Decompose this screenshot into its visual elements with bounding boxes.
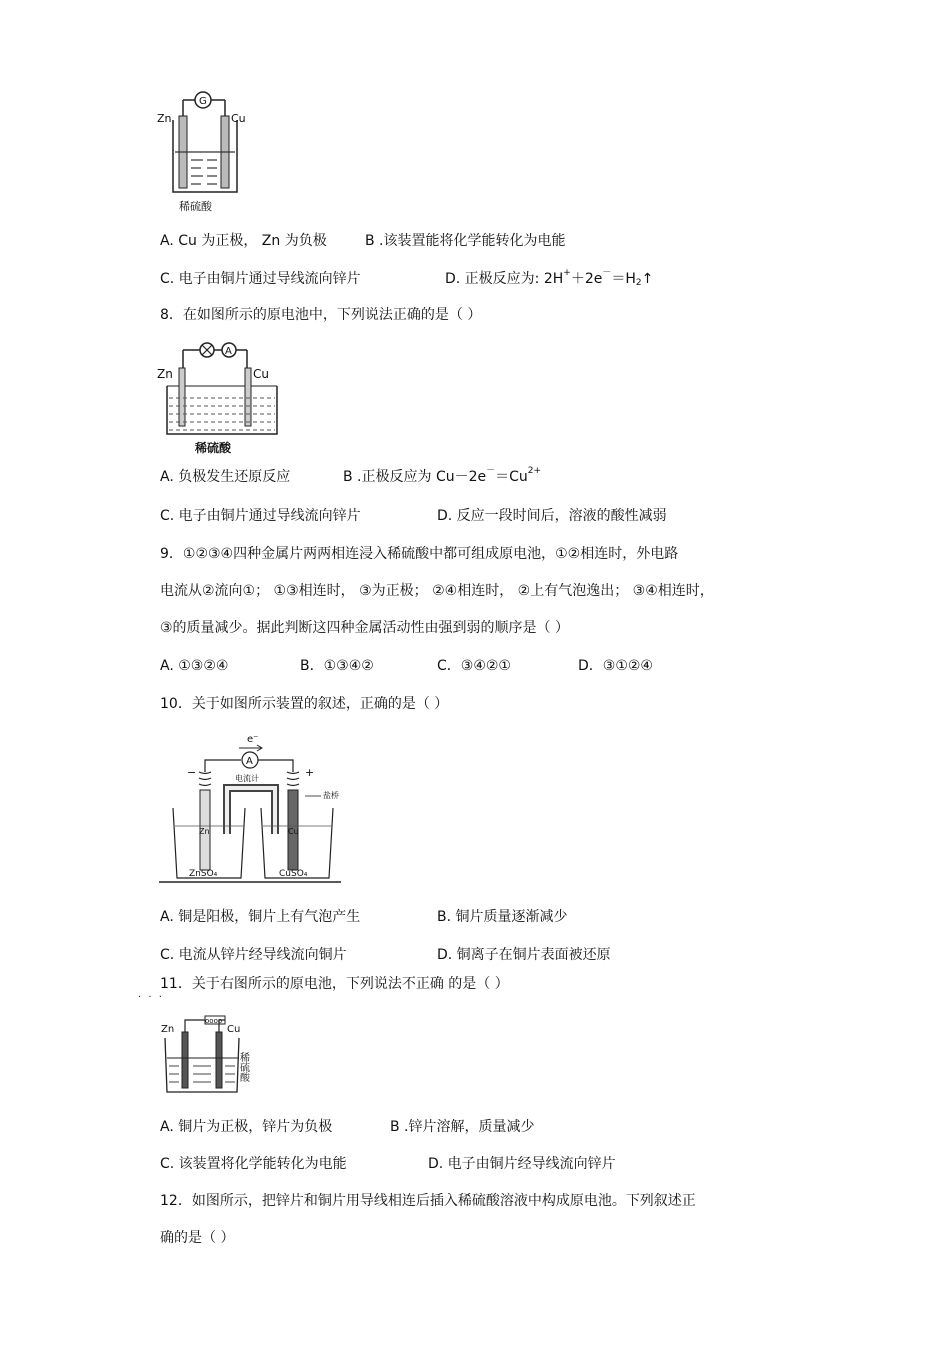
q9-option-c: C．③④②① — [437, 658, 511, 674]
q10-option-b: B. 铜片质量逐渐减少 — [437, 909, 568, 925]
zinc-label: Zn — [157, 112, 172, 125]
q7-d-mid: ＋2e — [570, 271, 603, 287]
right-solution-label: CuSO₄ — [279, 869, 308, 879]
salt-bridge-cell-figure — [155, 730, 355, 890]
zinc-electrode-label: Zn — [199, 827, 210, 836]
electron-label: e⁻ — [247, 734, 259, 745]
q7-d-end: ＝H — [611, 271, 636, 287]
q9-stem-line-2: 电流从②流向①； ①③相连时， ③为正极； ②④相连时， ②上有气泡逸出； ③④相连时， — [160, 583, 714, 599]
q12-stem-line-1: 12．如图所示，把锌片和铜片用导线相连后插入稀硫酸溶液中构成原电池。下列叙述正 — [160, 1193, 696, 1209]
salt-bridge-label: 盐桥 — [323, 791, 339, 800]
positive-sign: + — [305, 766, 315, 779]
q9-stem-line-3: ③的质量减少。据此判断这四种金属活动性由强到弱的顺序是（ ） — [160, 620, 569, 636]
copper-label: Cu — [253, 367, 269, 381]
q8-option-c: C. 电子由铜片通过导线流向锌片 — [160, 508, 361, 524]
galvanic-cell-figure-3 — [155, 1012, 275, 1102]
copper-label: Cu — [231, 112, 246, 125]
q11-option-b: B .锌片溶解，质量减少 — [390, 1119, 535, 1135]
q7-option-a: A. Cu 为正极， Zn 为负极 — [160, 233, 327, 249]
q7-d-sup1: + — [563, 268, 571, 278]
copper-electrode-label: Cu — [288, 827, 299, 836]
solution-label: 稀硫酸 — [195, 441, 232, 455]
q8-option-a: A. 负极发生还原反应 — [160, 469, 291, 485]
q8-stem: 8．在如图所示的原电池中，下列说法正确的是（ ） — [160, 307, 482, 323]
q11-stem-post: 的是（ ） — [448, 976, 509, 992]
q8-b-mid: ＝Cu — [495, 469, 528, 485]
q9-option-d: D．③①②④ — [578, 658, 653, 674]
q7-d-pre: D. 正极反应为: 2H — [445, 271, 564, 287]
q7-option-d — [445, 269, 653, 289]
copper-label: Cu — [227, 1024, 241, 1035]
q11-option-d: D. 电子由铜片经导线流向锌片 — [428, 1156, 616, 1172]
q10-stem: 10．关于如图所示装置的叙述，正确的是（ ） — [160, 696, 449, 712]
left-solution-label: ZnSO₄ — [189, 869, 218, 879]
zinc-label: Zn — [161, 1024, 175, 1035]
q11-stem-pre: 11．关于右图所示的原电池，下列说法不正确 · · · — [160, 976, 444, 992]
q9-option-a: A. ①③②④ — [160, 658, 229, 674]
negative-sign: − — [187, 766, 197, 779]
q7-option-c: C. 电子由铜片通过导线流向锌片 — [160, 271, 361, 287]
q10-option-c: C. 电流从锌片经导线流向铜片 — [160, 947, 347, 963]
ammeter-symbol: A — [246, 756, 253, 767]
galvanic-cell-figure-2 — [155, 338, 295, 458]
galvanometer-symbol: G — [199, 96, 207, 107]
q8-option-d: D. 反应一段时间后，溶液的酸性减弱 — [437, 508, 667, 524]
q8-b-pre: B .正极反应为 Cu－2e — [343, 469, 487, 485]
q12-stem-line-2: 确的是（ ） — [160, 1230, 235, 1246]
resistor-symbol: oooo — [205, 1017, 223, 1025]
q9-option-b: B．①③④② — [300, 658, 374, 674]
q7-d-sup2: － — [602, 268, 612, 278]
ammeter-symbol: A — [225, 346, 232, 357]
q8-option-b — [343, 467, 541, 487]
q10-option-a: A. 铜是阳极，铜片上有气泡产生 — [160, 909, 361, 925]
q11-option-a: A. 铜片为正极，锌片为负极 — [160, 1119, 333, 1135]
solution-label: 稀硫酸 — [179, 200, 212, 213]
q11-stem — [160, 974, 509, 994]
q8-b-sup2: 2+ — [527, 466, 542, 476]
ammeter-label: 电流计 — [235, 774, 259, 783]
q7-d-arrow: ↑ — [641, 271, 654, 287]
q11-option-c: C. 该装置将化学能转化为电能 — [160, 1156, 347, 1172]
q8-b-sup1: － — [486, 466, 496, 476]
q7-option-b: B .该装置能将化学能转化为电能 — [365, 233, 566, 249]
galvanic-cell-figure-1 — [155, 82, 255, 222]
q9-stem-line-1: 9．①②③④四种金属片两两相连浸入稀硫酸中都可组成原电池，①②相连时，外电路 — [160, 546, 679, 562]
q10-option-d: D. 铜离子在铜片表面被还原 — [437, 947, 611, 963]
solution-label: 稀硫酸 — [237, 1052, 249, 1082]
zinc-label: Zn — [157, 367, 173, 381]
q7-d-sub: 2 — [635, 278, 642, 288]
